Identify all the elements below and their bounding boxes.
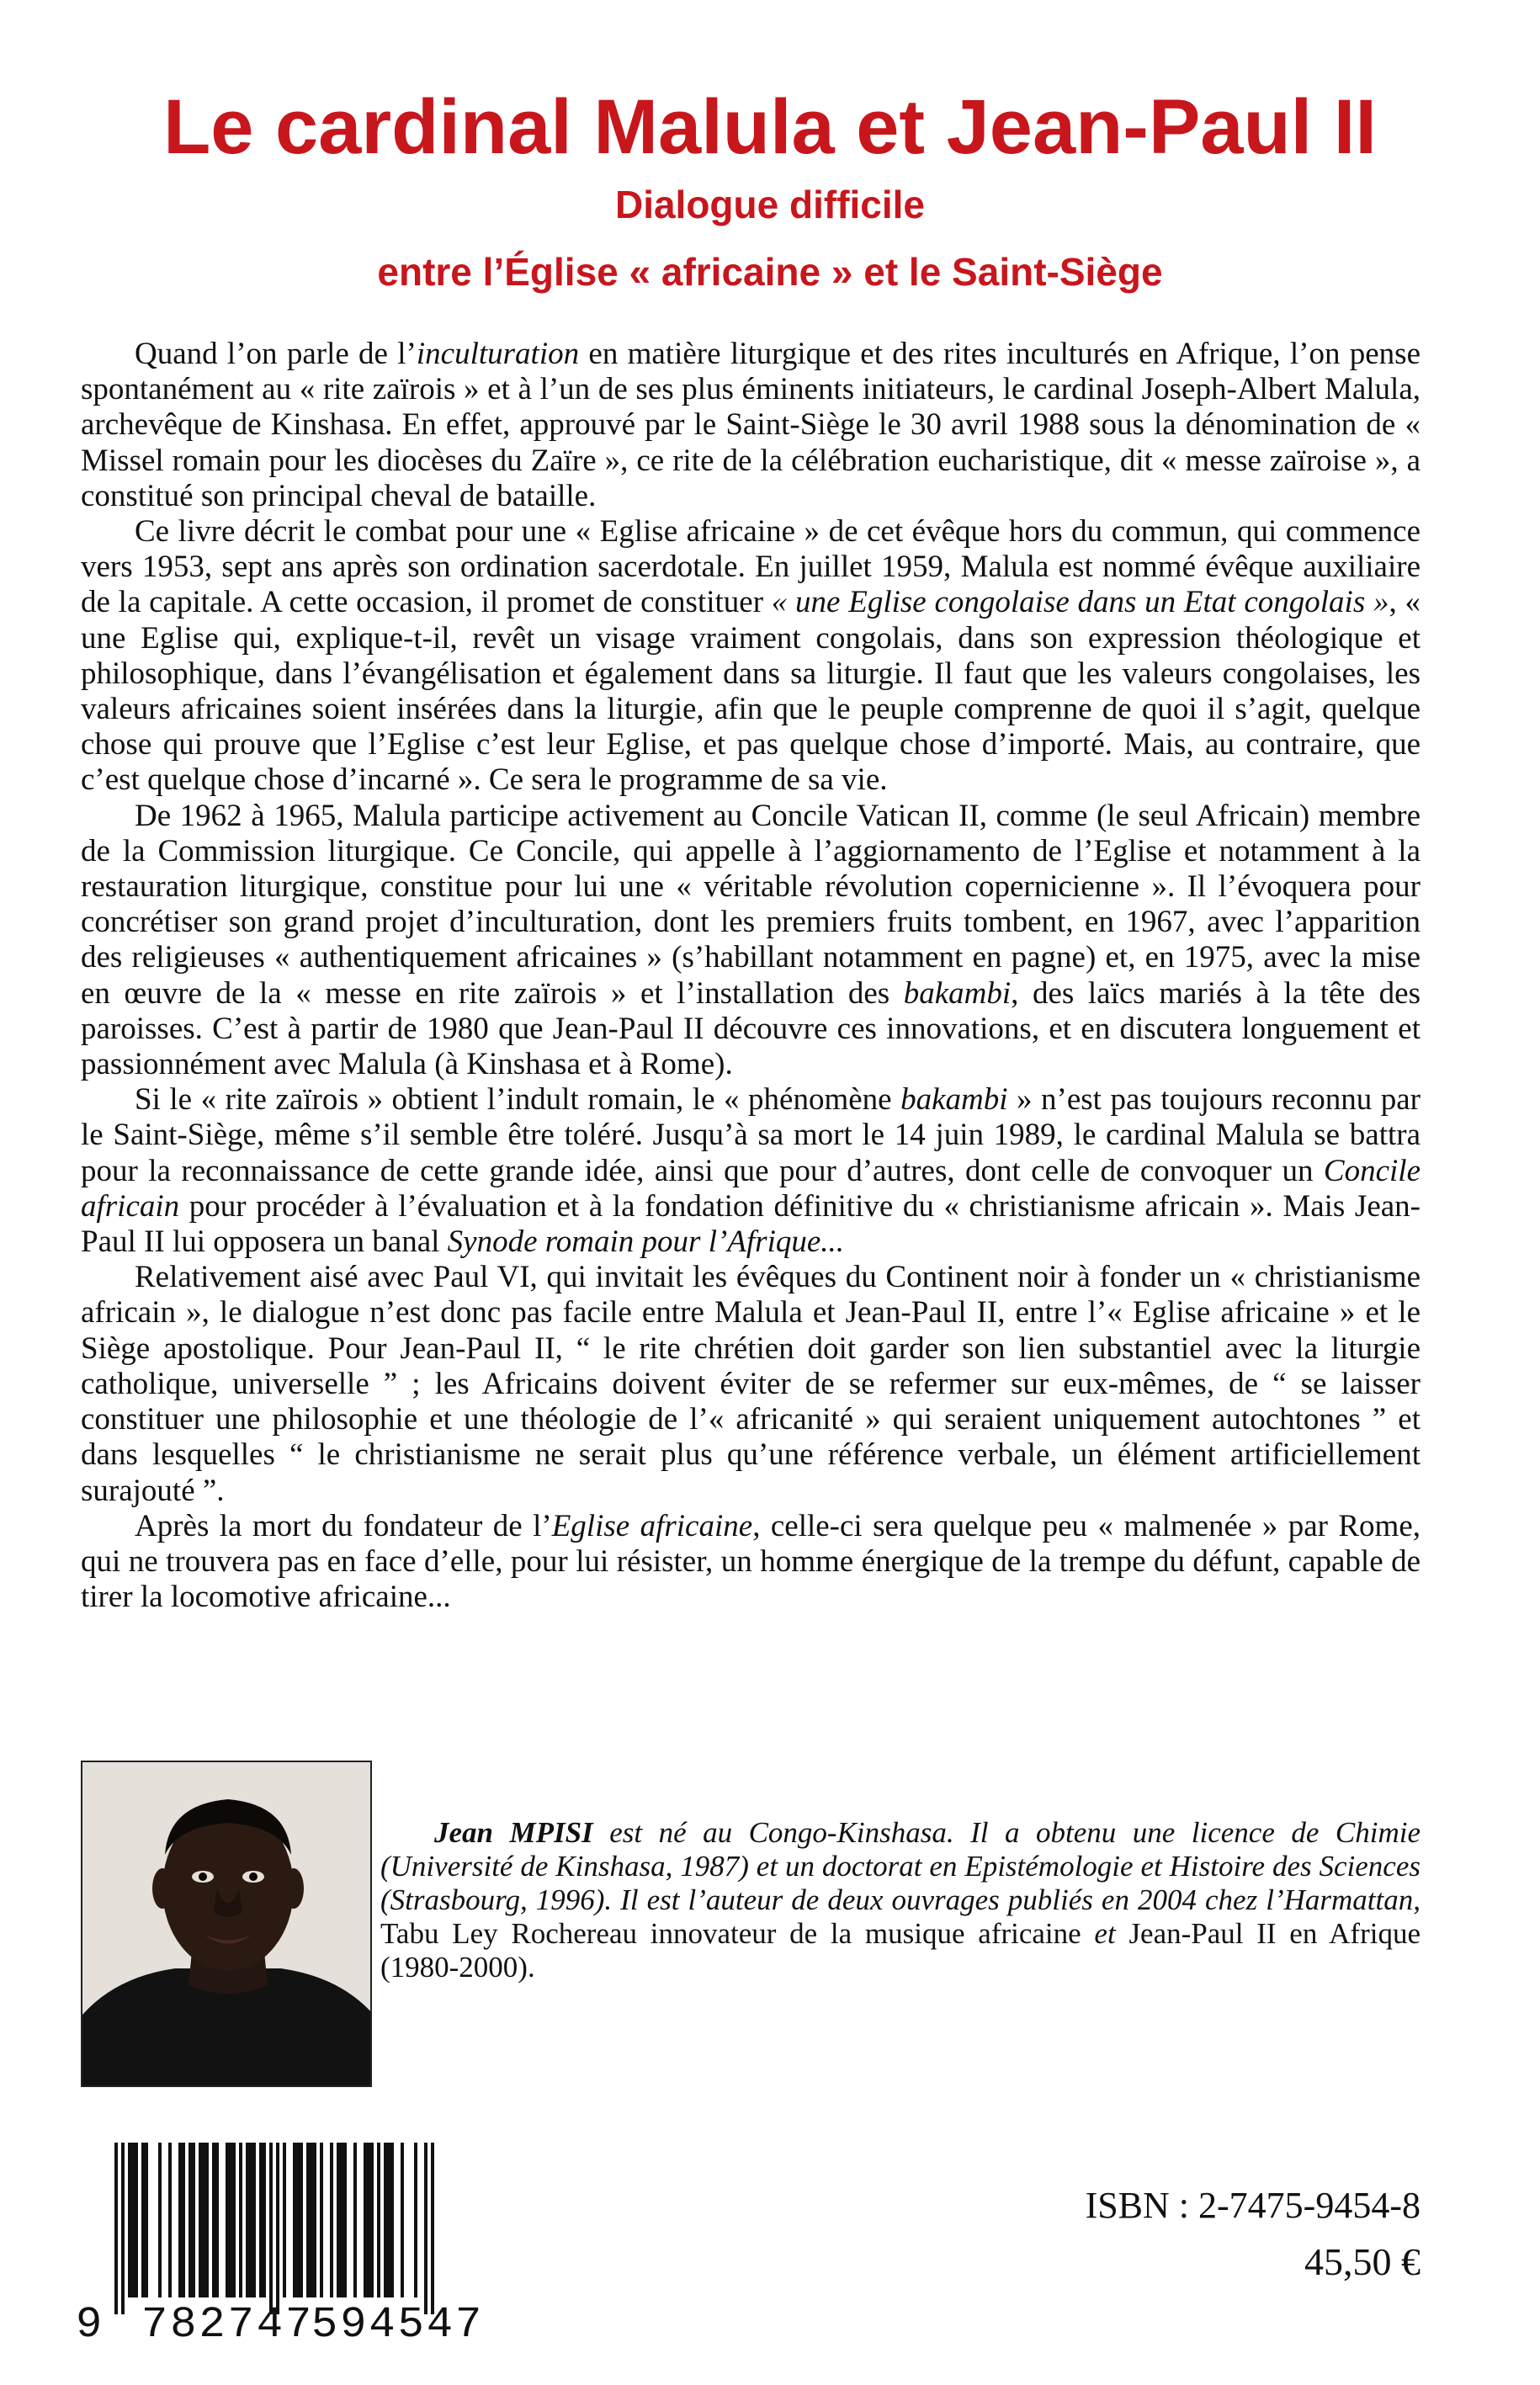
barcode-bar [377,2143,380,2297]
barcode-bar [293,2143,296,2297]
author-bio-segment: Tabu Ley Rochereau innovateur de la musique africaine [380,1917,1081,1950]
barcode-bar [259,2143,263,2297]
author-photo [81,1761,372,2087]
barcode-bar [158,2143,162,2297]
blurb-italic-text: « une Eglise congolaise dans un Etat congolais » [771,585,1389,620]
blurb-text-segment: en matière liturgique et des rites inculturés en Afrique, l’on pense spontanément au « rite zaïrois » et à l’un de ses plus éminents initiateurs, le cardinal Joseph-Albert Malula, archevêque de Kinshasa. En effet, approuvé par le Saint-Siège le 30 avril 1988 sous la dénomination de « Missel romain pour les diocèses du Zaïre », ce rite de la célébration eucharistique, dit « messe zaïroise », a constitué son principal cheval de bataille. [81,337,1421,513]
book-subtitle-line-2: entre l’Église « africaine » et le Saint-Siège [377,250,1163,294]
barcode-digit-first: 9 [76,2300,103,2350]
barcode [72,2138,493,2348]
blurb-paragraph [81,1082,1421,1260]
barcode-bar [269,2143,273,2314]
blurb-text-segment: Relativement aisé avec Paul VI, qui invitait les évêques du Continent noir à fonder un « christianisme africain », le dialogue n’est donc pas facile entre Malula et Jean-Paul II, entre l’« Eglise africaine » et le Siège apostolique. Pour Jean-Paul II, “ le rite chrétien doit garder son lien substantiel avec la liturgie catholique, universelle ” ; les Africains doivent éviter de se refermer sur eux-mêmes, de “ se laisser constituer une philosophie et une théologie de l’« africanité » qui seraient uniquement autochtones ” et dans lesquelles “ le christianisme ne serait plus qu’une référence verbale, un élément artificiellement surajouté ”. [81,1260,1421,1508]
book-title: Le cardinal Malula et Jean-Paul II [163,84,1377,170]
barcode-bar [276,2143,279,2314]
barcode-bar [212,2143,215,2297]
barcode-bar [192,2143,195,2297]
barcode-bar [384,2143,387,2297]
barcode-bar [300,2143,303,2297]
isbn: ISBN : 2-7475-9454-8 [1085,2185,1421,2226]
barcode-bar [310,2143,313,2297]
barcode-bar [199,2143,202,2297]
blurb-text-segment: Après la mort du fondateur de l’ [135,1508,552,1543]
barcode-digits-left: 782747 [141,2300,315,2350]
blurb-paragraph [81,514,1421,799]
blurb-paragraph [81,337,1421,514]
barcode-bar [189,2143,192,2297]
barcode-bar [226,2143,229,2297]
blurb-text-segment: pour procéder à l’évaluation et à la fondation définitive du « christianisme africain ». Mais Jean-Paul II lui opposera un banal [81,1188,1421,1260]
blurb-text-segment: , des laïcs mariés à la tête des paroisses. C’est à partir de 1980 que Jean-Paul II découvre ces innovations, et en discutera longuement et passionnément avec Malula (à Kinshasa et à Rome). [81,975,1421,1082]
barcode-digits [72,2300,493,2350]
barcode-bar [135,2143,138,2297]
barcode-bar [431,2143,434,2314]
barcode-bar [414,2143,417,2297]
blurb-text [81,337,1421,1615]
barcode-bar [178,2143,182,2297]
book-subtitle-line-1: Dialogue difficile [614,183,926,226]
blurb-text-segment: De 1962 à 1965, Malula participe activement au Concile Vatican II, comme (le seul Africain) membre de la Commission liturgique. Ce Concile, qui appelle à l’aggiornamento de l’Eglise et notamment à la restauration liturgique, constitue pour lui une « véritable révolution copernicienne ». Il l’évoquera pour concrétiser son grand projet d’inculturation, dont les premiers fruits tombent, en 1967, avec l’apparition des religieuses « authentiquement africaines » (s’habillant notamment en pagne) et, en 1975, avec la mise en œuvre de la « messe en rite zaïrois » et l’installation des [81,798,1421,1011]
blurb-text-segment: Ce livre décrit le combat pour une « Eglise africaine » de cet évêque hors du commun, qui commence vers 1953, sept ans après son ordination sacerdotale. En juillet 1959, Malula est nommé évêque auxiliaire de la capitale. A cette occasion, il promet de constituer [81,514,1421,620]
blurb-text-segment: , « une Eglise qui, explique-t-il, revêt un visage vraiment congolais, dans son expression théologique et philosophique, dans l’évangélisation et également dans sa liturgie. Il faut que les valeurs congolaises, les valeurs africaines soient insérées dans la liturgie, afin que le peuple comprenne de quoi il s’agit, quelque chose qui prouve que l’Eglise c’est leur Eglise, et pas quelque chose d’importé. Mais, au contraire, que c’est quelque chose d’incarné ». Ce sera le programme de sa vie. [81,585,1421,798]
author-portrait-icon [82,1762,372,2087]
blurb-paragraph [81,1260,1421,1508]
barcode-bar [168,2143,172,2297]
blurb-paragraph [81,1509,1421,1616]
barcode-bar [401,2143,404,2297]
author-bio-segment: Jean-Paul II en Afrique (1980-2000). [380,1917,1421,1984]
blurb-italic-text: Concile africain [81,1153,1421,1224]
blurb-paragraph [81,799,1421,1083]
barcode-bar [390,2143,394,2297]
price: 45,50 € [1304,2240,1421,2283]
barcode-bar [313,2143,316,2297]
barcode-bar [114,2143,118,2314]
barcode-bar [340,2143,343,2297]
author-bio-segment: est né au Congo-Kinshasa. Il a obtenu une licence de Chimie (Université de Kinshasa, 1987) et un doctorat en Epistémologie et Histoire des Sciences (Strasbourg, 1996). Il est l’auteur de deux ouvrages publiés en 2004 chez l’Harmattan, [380,1816,1421,1916]
barcode-bar [263,2143,266,2297]
barcode-bar [141,2143,145,2297]
blurb-text-segment: Si le « rite zaïrois » obtient l’indult romain, le « phénomène [135,1082,901,1118]
barcode-bar [330,2143,333,2297]
barcode-bar [232,2143,236,2297]
barcode-bar [424,2143,427,2314]
barcode-bar [387,2143,390,2297]
barcode-bar [343,2143,347,2297]
barcode-bar [128,2143,131,2297]
barcode-bar [320,2143,323,2297]
barcode-bar [239,2143,242,2297]
barcode-digits-right: 594547 [311,2300,485,2350]
barcode-bar [182,2143,185,2297]
barcode-bar [121,2143,125,2314]
barcode-bar [215,2143,219,2297]
blurb-italic-text: Synode romain pour l’Afrique... [447,1224,845,1260]
barcode-bar [246,2143,249,2297]
blurb-text-segment: Quand l’on parle de l’ [135,337,417,371]
blurb-italic-text: bakambi [900,1082,1008,1118]
author-bio-paragraph [380,1816,1421,1984]
barcode-bar [337,2143,340,2297]
barcode-bar [364,2143,367,2297]
blurb-italic-text: inculturation [416,337,580,371]
blurb-text-segment: , celle-ci sera quelque peu « malmenée » par Rome, qui ne trouvera pas en face d’elle, pour lui résister, un homme énergique de la trempe du défunt, capable de tirer la locomotive africaine... [81,1508,1421,1615]
barcode-bar [252,2143,256,2297]
barcode-bar [306,2143,310,2297]
barcode-bar [229,2143,232,2297]
barcode-bar [202,2143,205,2297]
blurb-italic-text: bakambi [903,975,1012,1011]
blurb-italic-text: Eglise africaine [551,1508,753,1543]
barcode-bar [367,2143,370,2297]
barcode-bar [296,2143,300,2297]
barcode-bar [249,2143,252,2297]
author-bio-segment: et [1081,1917,1129,1950]
blurb-text-segment: » n’est pas toujours reconnu par le Saint-Siège, même s’il semble être toléré. Jusqu’à sa mort le 14 juin 1989, le cardinal Malula se battra pour la reconnaissance de cette grande idée, ainsi que pour d’autres, dont celle de convoquer un [81,1082,1421,1188]
author-name: Jean MPISI [434,1816,593,1849]
barcode-bar [283,2143,286,2297]
barcode-bar [353,2143,357,2297]
barcode-bar [205,2143,209,2297]
barcode-bar [131,2143,135,2297]
barcode-bar [370,2143,374,2297]
author-bio [380,1816,1421,1984]
barcode-icon [72,2138,493,2314]
barcode-bar [145,2143,148,2297]
